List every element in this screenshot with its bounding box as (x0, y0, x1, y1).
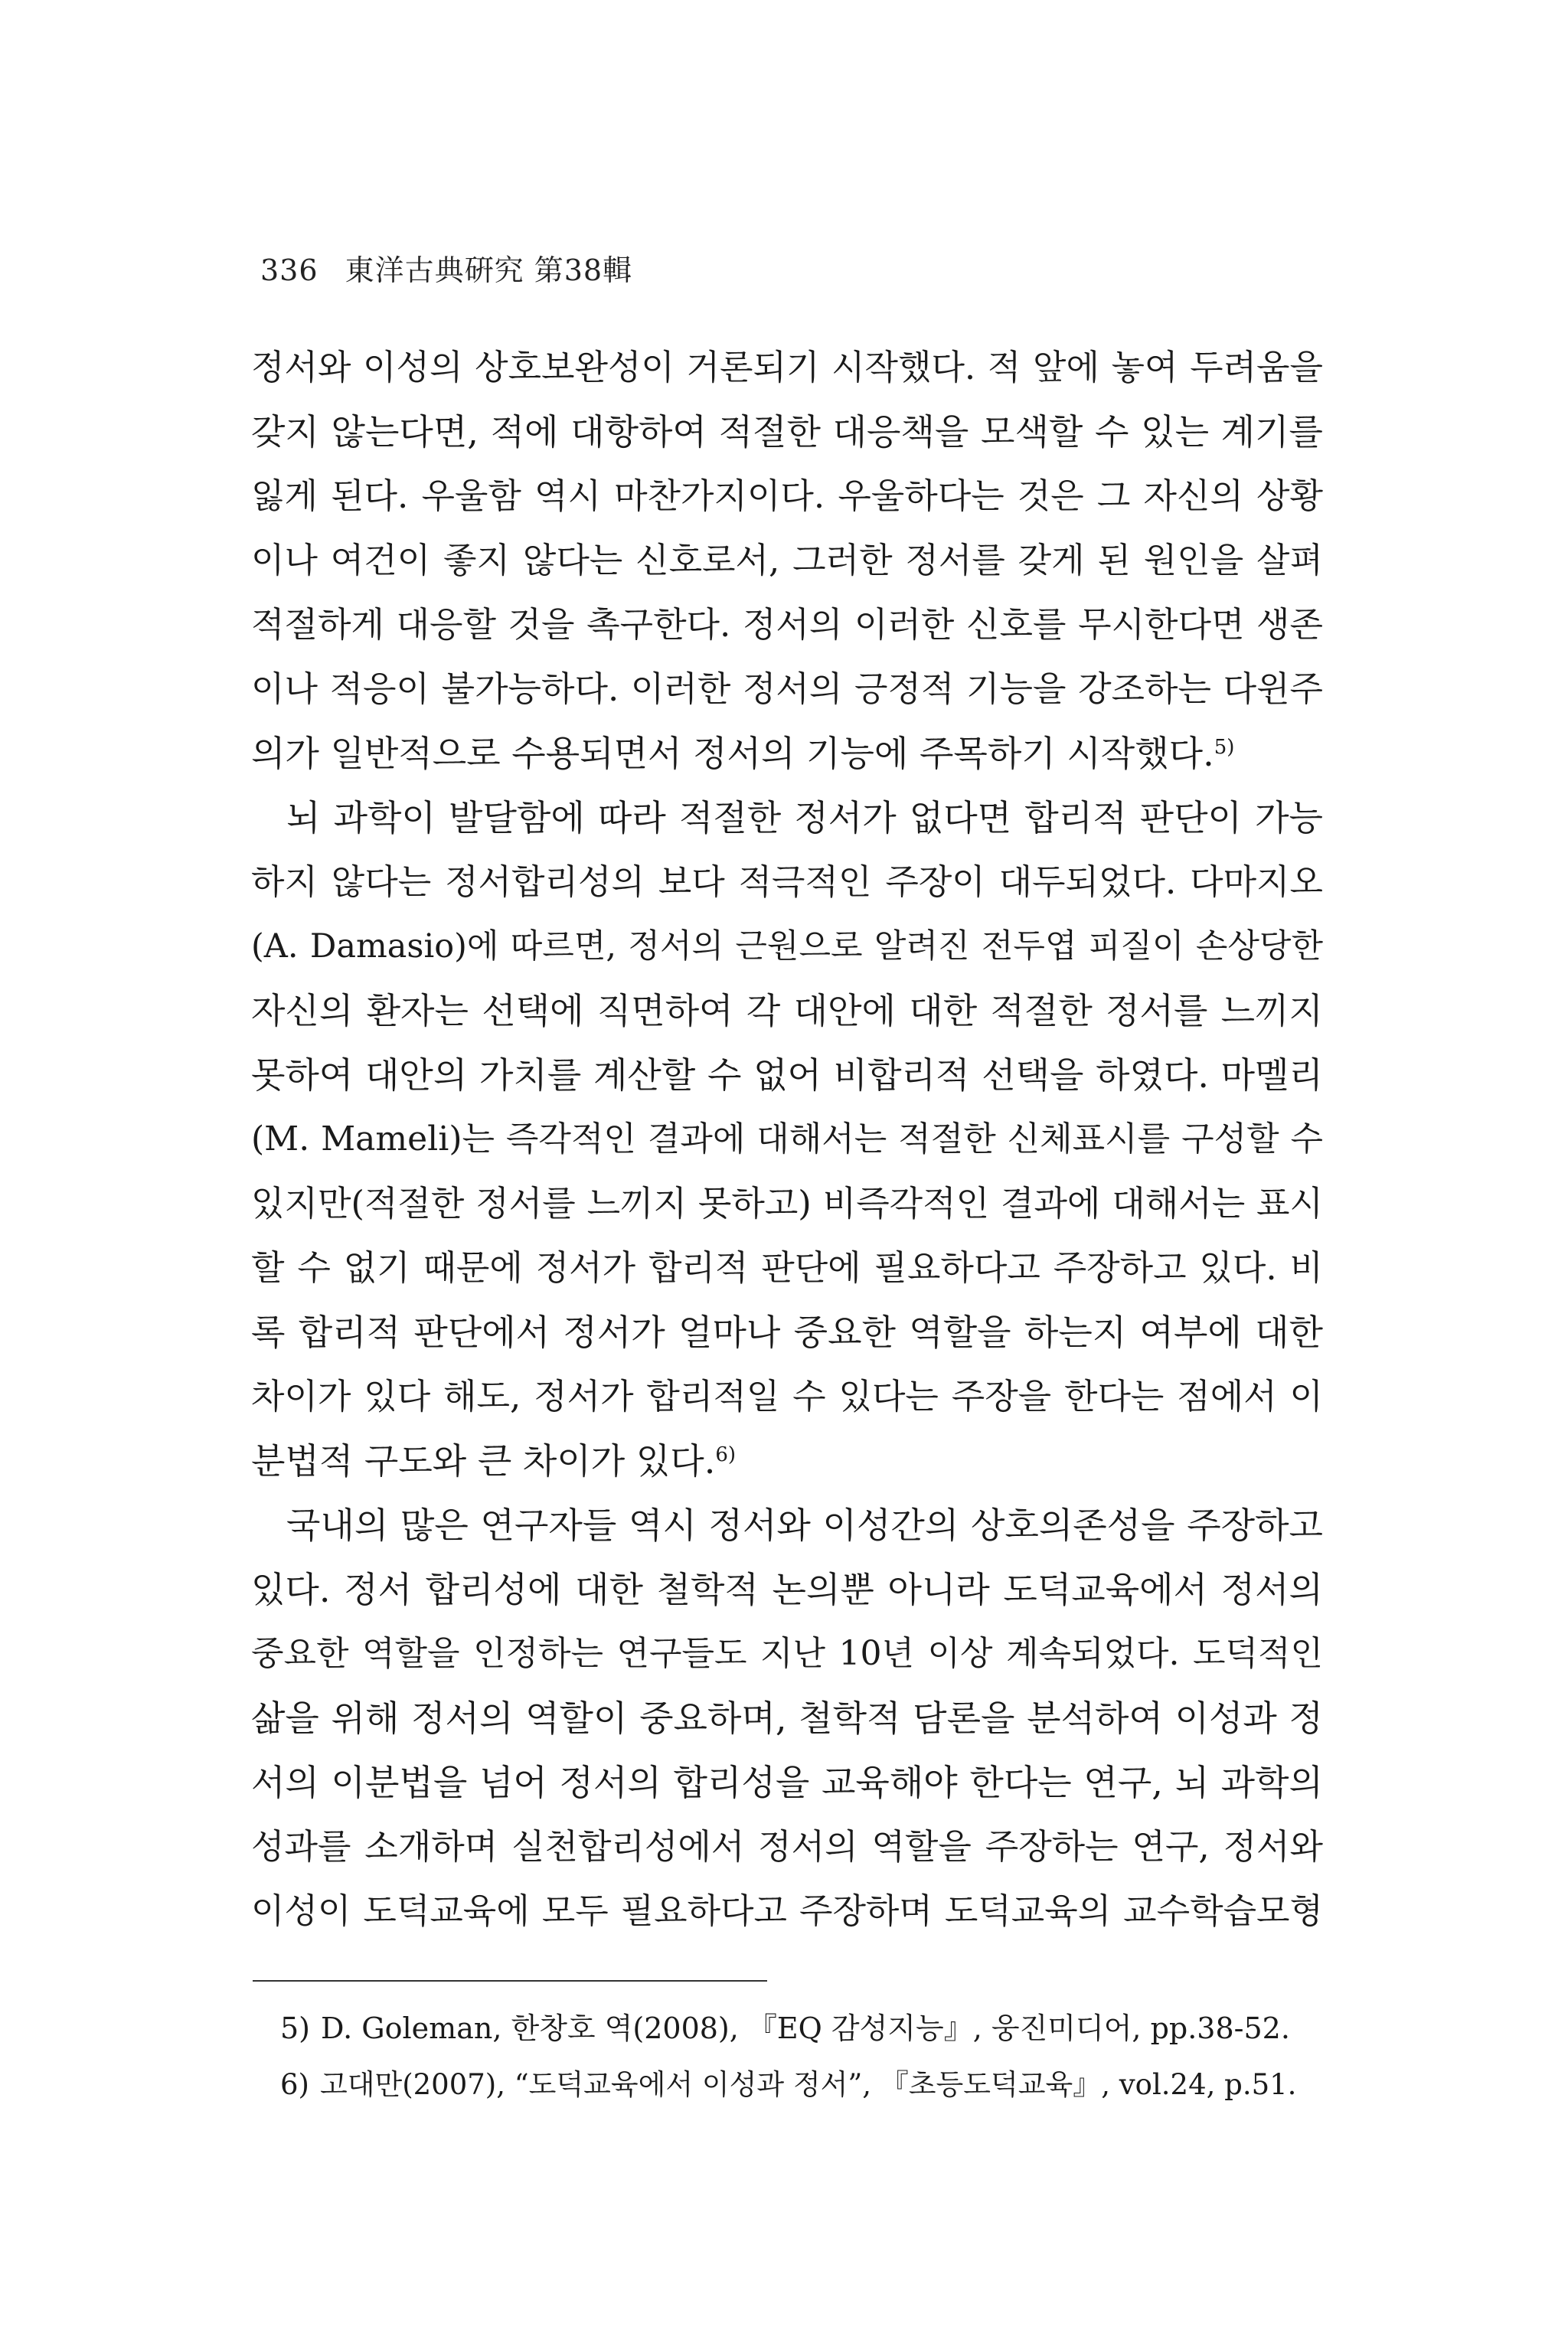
footnote-divider (253, 1980, 767, 1982)
text-line: 성과를 소개하며 실천합리성에서 정서의 역할을 주장하는 연구, 정서와 (251, 1826, 1323, 1867)
journal-title: 東洋古典硏究 第38輯 (345, 253, 633, 287)
footnote-ref-6[interactable]: 6) (715, 1443, 737, 1466)
text-line: 정서와 이성의 상호보완성이 거론되기 시작했다. 적 앞에 놓여 두려움을 (251, 347, 1323, 387)
footnote-ref-5[interactable]: 5) (1214, 736, 1235, 759)
footnote-number: 6) (280, 2068, 309, 2101)
text-line (251, 1429, 1323, 1493)
footnote-number: 5) (280, 2011, 311, 2045)
text-line: 자신의 환자는 선택에 직면하여 각 대안에 대한 적절한 정서를 느끼지 (251, 990, 1323, 1031)
text-line: 적절하게 대응할 것을 촉구한다. 정서의 이러한 신호를 무시한다면 생존 (251, 604, 1323, 645)
footnote-6 (280, 2057, 1321, 2113)
text-line: 할 수 없기 때문에 정서가 합리적 판단에 필요하다고 주장하고 있다. 비 (251, 1247, 1323, 1288)
text-line (251, 721, 1323, 786)
text-span: 분법적 구도와 큰 차이가 있다. (251, 1440, 716, 1482)
text-line: 이나 적응이 불가능하다. 이러한 정서의 긍정적 기능을 강조하는 다윈주 (251, 668, 1323, 709)
body-text (251, 335, 1323, 1943)
text-line: 있지만(적절한 정서를 느끼지 못하고) 비즉각적인 결과에 대해서는 표시 (251, 1183, 1323, 1224)
text-line: 서의 이분법을 넘어 정서의 합리성을 교육해야 한다는 연구, 뇌 과학의 (251, 1762, 1323, 1803)
text-span: 의가 일반적으로 수용되면서 정서의 기능에 주목하기 시작했다. (251, 733, 1214, 774)
text-line: 중요한 역할을 인정하는 연구들도 지난 10년 이상 계속되었다. 도덕적인 (251, 1634, 1323, 1673)
page-number: 336 (260, 253, 318, 287)
text-line: 삶을 위해 정서의 역할이 중요하며, 철학적 담론을 분석하여 이성과 정 (251, 1698, 1323, 1739)
footnote-5 (280, 2000, 1321, 2057)
text-line: 잃게 된다. 우울함 역시 마찬가지이다. 우울하다는 것은 그 자신의 상황 (251, 475, 1323, 516)
text-line: 하지 않다는 정서합리성의 보다 적극적인 주장이 대두되었다. 다마지오 (251, 861, 1323, 902)
text-line: 뇌 과학이 발달함에 따라 적절한 정서가 없다면 합리적 판단이 가능 (286, 797, 1323, 838)
footnotes (280, 2000, 1321, 2113)
text-line: 국내의 많은 연구자들 역시 정서와 이성간의 상호의존성을 주장하고 (286, 1505, 1323, 1546)
text-line: 못하여 대안의 가치를 계산할 수 없어 비합리적 선택을 하였다. 마멜리 (251, 1054, 1323, 1096)
text-line: 차이가 있다 해도, 정서가 합리적일 수 있다는 주장을 한다는 점에서 이 (251, 1376, 1323, 1417)
paragraph-2 (251, 786, 1323, 1493)
text-line: 이성이 도덕교육에 모두 필요하다고 주장하며 도덕교육의 교수학습모형 (251, 1890, 1323, 1931)
text-line: (M. Mameli)는 즉각적인 결과에 대해서는 적절한 신체표시를 구성할 수 (251, 1119, 1323, 1158)
text-line: 이나 여건이 좋지 않다는 신호로서, 그러한 정서를 갖게 된 원인을 살펴 (251, 540, 1323, 580)
paragraph-1 (251, 335, 1323, 786)
running-header (260, 247, 632, 289)
paragraph-3 (251, 1493, 1323, 1943)
text-line: (A. Damasio)에 따르면, 정서의 근원으로 알려진 전두엽 피질이 손상당한 (251, 927, 1323, 966)
text-line: 록 합리적 판단에서 정서가 얼마나 중요한 역할을 하는지 여부에 대한 (251, 1312, 1323, 1353)
text-line: 있다. 정서 합리성에 대한 철학적 논의뿐 아니라 도덕교육에서 정서의 (251, 1569, 1323, 1610)
footnote-text: 고대만(2007), “도덕교육에서 이성과 정서”, 『초등도덕교육』, vol.24, p.51. (319, 2068, 1297, 2101)
text-line: 갖지 않는다면, 적에 대항하여 적절한 대응책을 모색할 수 있는 계기를 (251, 411, 1323, 453)
footnote-text: D. Goleman, 한창호 역(2008), 『EQ 감성지능』, 웅진미디어, pp.38-52. (321, 2011, 1290, 2045)
